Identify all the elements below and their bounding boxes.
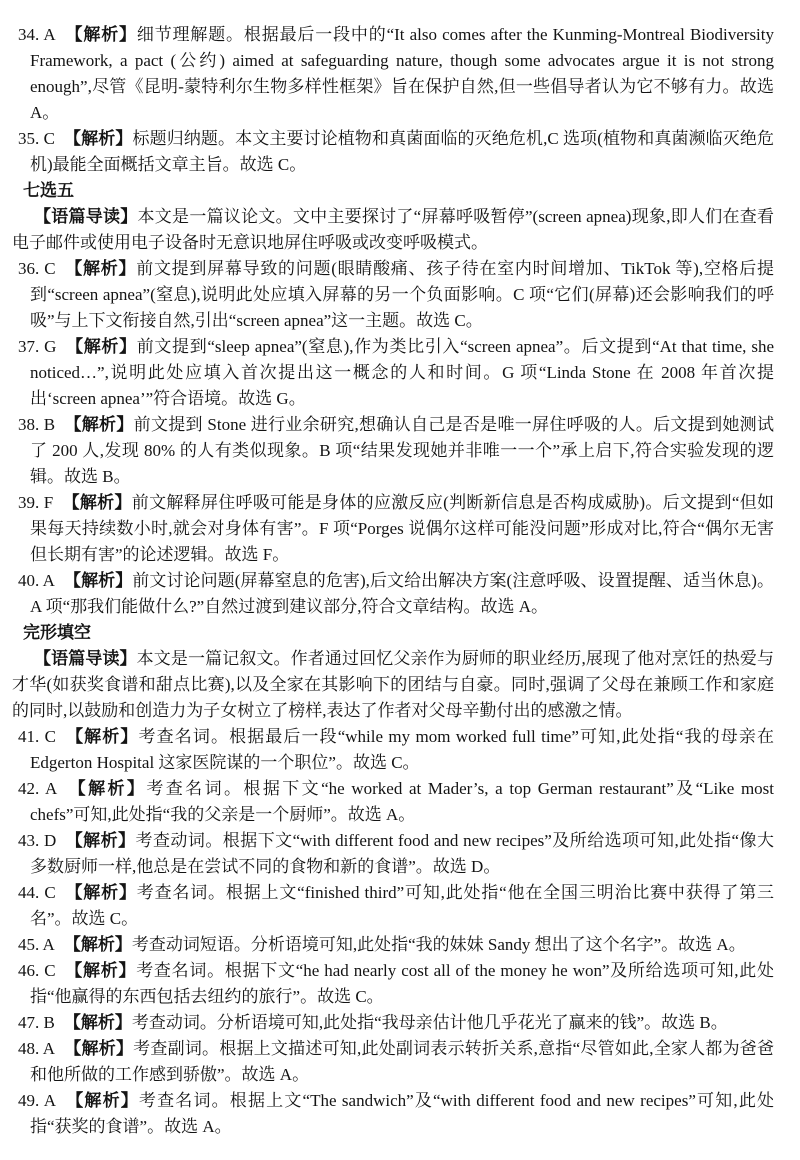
- answer-item-41: [12, 724, 774, 776]
- answer-item-42: [12, 776, 774, 828]
- answer-item-43: [12, 828, 774, 880]
- question-number-and-answer: 49. A: [18, 1091, 57, 1110]
- answer-item-35: [12, 126, 774, 178]
- question-number-and-answer: 43. D: [18, 831, 57, 850]
- analysis-marker: 【解析】: [64, 1039, 134, 1058]
- analysis-marker: 【解析】: [63, 1013, 132, 1032]
- analysis-text: 前文提到“sleep apnea”(窒息),作为类比引入“screen apnea”。后文提到“At that time, she noticed…”,说明此处应填入首次提出这一概念的人和时间。G 项“Linda Stone 在 2008 年首次提出‘screen apnea’”符合语境。故选 G。: [30, 337, 774, 408]
- question-number-and-answer: 42. A: [18, 779, 58, 798]
- answer-item-49: [12, 1088, 774, 1140]
- analysis-marker: 【解析】: [64, 727, 139, 746]
- analysis-text: 前文讨论问题(屏幕窒息的危害),后文给出解决方案(注意呼吸、设置提醒、适当休息)。A 项“那我们能做什么?”自然过渡到建议部分,符合文章结构。故选 A。: [30, 571, 775, 616]
- section-header-seven-choose-five: 七选五: [23, 181, 74, 200]
- answer-item-39: [12, 490, 774, 568]
- analysis-marker: 【解析】: [64, 259, 137, 278]
- intro-text: 本文是一篇议论文。文中主要探讨了“屏幕呼吸暂停”(screen apnea)现象,即人们在查看电子邮件或使用电子设备时无意识地屏住呼吸或改变呼吸模式。: [12, 207, 774, 252]
- analysis-marker: 【解析】: [64, 25, 137, 44]
- analysis-text: 前文解释屏住呼吸可能是身体的应激反应(判断新信息是否构成威胁)。后文提到“但如果每天持续数小时,就会对身体有害”。F 项“Porges 说偶尔这样可能没问题”形成对比,符合“偶尔无害但长期有害”的论述逻辑。故选 F。: [30, 493, 774, 564]
- answer-item-40: [12, 568, 774, 620]
- analysis-marker: 【解析】: [63, 571, 133, 590]
- analysis-text: 考查动词。分析语境可知,此处指“我母亲估计他几乎花光了赢来的钱”。故选 B。: [131, 1013, 728, 1032]
- answer-item-46: [12, 958, 774, 1010]
- answer-item-36: [12, 256, 774, 334]
- analysis-text: 考查名词。根据下文“he had nearly cost all of the money he won”及所给选项可知,此处指“他赢得的东西包括去纽约的旅行”。故选 C。: [30, 961, 774, 1006]
- question-number-and-answer: 38. B: [18, 415, 56, 434]
- passage-intro-cloze-test: [12, 646, 774, 724]
- question-number-and-answer: 35. C: [18, 129, 55, 148]
- question-number-and-answer: 47. B: [18, 1013, 55, 1032]
- answer-item-37: [12, 334, 774, 412]
- analysis-text: 考查名词。根据下文“he worked at Mader’s, a top German restaurant”及“Like most chefs”可知,此处指“我的父亲是一个厨师”。故选 A。: [30, 779, 775, 824]
- answer-item-44: [12, 880, 774, 932]
- intro-marker: 【语篇导读】: [34, 649, 137, 668]
- passage-intro-seven-choose-five: [12, 204, 774, 256]
- question-number-and-answer: 44. C: [18, 883, 56, 902]
- answer-item-45: [12, 932, 774, 958]
- answer-item-47: [12, 1010, 774, 1036]
- analysis-marker: 【解析】: [65, 1091, 139, 1110]
- question-number-and-answer: 37. G: [18, 337, 57, 356]
- analysis-text: 前文提到屏幕导致的问题(眼睛酸痛、孩子待在室内时间增加、TikTok 等),空格后提到“screen apnea”(窒息),说明此处应填入屏幕的另一个负面影响。C 项“它们(屏幕)还会影响我们的呼吸”与上下文衔接自然,引出“screen apnea”这一主题。故选 C。: [30, 259, 775, 330]
- question-number-and-answer: 40. A: [18, 571, 55, 590]
- analysis-text: 标题归纳题。本文主要讨论植物和真菌面临的灭绝危机,C 选项(植物和真菌濒临灭绝危机)最能全面概括文章主旨。故选 C。: [30, 129, 775, 174]
- analysis-marker: 【解析】: [66, 779, 147, 798]
- analysis-marker: 【解析】: [63, 129, 133, 148]
- answer-item-34: [12, 22, 774, 126]
- question-number-and-answer: 36. C: [18, 259, 56, 278]
- analysis-text: 考查动词短语。分析语境可知,此处指“我的妹妹 Sandy 想出了这个名字”。故选 A。: [131, 935, 746, 954]
- analysis-text: 细节理解题。根据最后一段中的“It also comes after the Kunming-Montreal Biodiversity Framework, a pact (公约) aimed at safeguarding nature, though some advocates argue it is not strong enough”,尽管《昆明-蒙特利尔生物多样性框架》旨在保护自然,但一些倡导者认为它不够有力。故选 A。: [30, 25, 775, 122]
- analysis-marker: 【解析】: [65, 337, 137, 356]
- analysis-marker: 【解析】: [64, 883, 137, 902]
- question-number-and-answer: 45. A: [18, 935, 55, 954]
- section-header-cloze-test: 完形填空: [23, 623, 91, 642]
- analysis-marker: 【解析】: [65, 831, 136, 850]
- intro-text: 本文是一篇记叙文。作者通过回忆父亲作为厨师的职业经历,展现了他对烹饪的热爱与才华(如获奖食谱和甜点比赛),以及全家在其影响下的团结与自豪。同时,强调了父母在兼顾工作和家庭的同时,以鼓励和创造力为子女树立了榜样,表达了作者对父母辛勤付出的感激之情。: [12, 649, 775, 720]
- intro-marker: 【语篇导读】: [34, 207, 138, 226]
- analysis-text: 考查名词。根据最后一段“while my mom worked full time”可知,此处指“我的母亲在 Edgerton Hospital 这家医院谋的一个职位”。故选 C。: [30, 727, 774, 772]
- question-number-and-answer: 48. A: [18, 1039, 56, 1058]
- question-number-and-answer: 41. C: [18, 727, 56, 746]
- question-number-and-answer: 46. C: [18, 961, 56, 980]
- analysis-marker: 【解析】: [62, 493, 132, 512]
- analysis-text: 考查名词。根据上文“The sandwich”及“with different food and new recipes”可知,此处指“获奖的食谱”。故选 A。: [30, 1091, 775, 1136]
- analysis-marker: 【解析】: [63, 935, 132, 954]
- analysis-text: 考查名词。根据上文“finished third”可知,此处指“他在全国三明治比赛中获得了第三名”。故选 C。: [30, 883, 775, 928]
- analysis-marker: 【解析】: [64, 961, 137, 980]
- question-number-and-answer: 34. A: [18, 25, 56, 44]
- answer-item-38: [12, 412, 774, 490]
- analysis-marker: 【解析】: [64, 415, 134, 434]
- analysis-text: 前文提到 Stone 进行业余研究,想确认自己是否是唯一屏住呼吸的人。后文提到她测试了 200 人,发现 80% 的人有类似现象。B 项“结果发现她并非唯一一个”承上启下,符合实验发现的逻辑。故选 B。: [30, 415, 774, 486]
- question-number-and-answer: 39. F: [18, 493, 54, 512]
- analysis-text: 考查副词。根据上文描述可知,此处副词表示转折关系,意指“尽管如此,全家人都为爸爸和他所做的工作感到骄傲”。故选 A。: [30, 1039, 775, 1084]
- analysis-text: 考查动词。根据下文“with different food and new recipes”及所给选项可知,此处指“像大多数厨师一样,他总是在尝试不同的食物和新的食谱”。故选 D。: [30, 831, 774, 876]
- answer-item-48: [12, 1036, 774, 1088]
